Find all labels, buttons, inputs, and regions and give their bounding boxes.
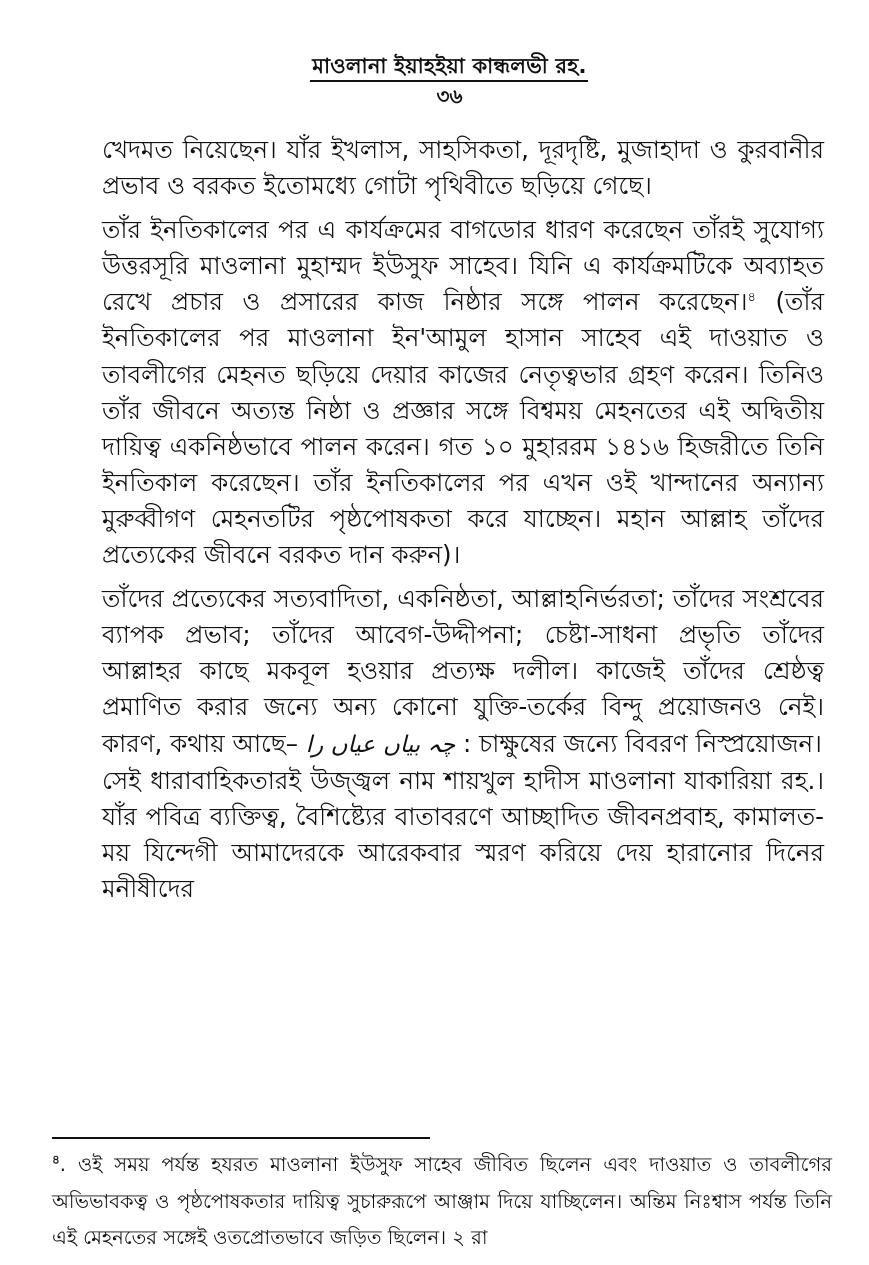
arabic-proverb-part-1: عیاں را	[305, 731, 376, 758]
footnote-text: . ওই সময় পর্যন্ত হযরত মাওলানা ইউসুফ সাহেব জীবিত ছিলেন এবং দাওয়াত ও তাবলীগের অভিভাবকত্ব ও পৃষ্ঠপোষকতার দায়িত্ব সুচারুরূপে আঞ্জাম দিয়ে যাচ্ছিলেন। অন্তিম নিঃশ্বাস পর্যন্ত তিনি এই মেহনতের সঙ্গেই ওতপ্রোতভাবে জড়িত ছিলেন। ২ রা	[52, 1153, 832, 1249]
main-text	[102, 132, 824, 915]
footnote-marker: ৪	[52, 1152, 60, 1167]
paragraph-1: খেদমত নিয়েছেন। যাঁর ইখলাস, সাহসিকতা, দূরদৃষ্টি, মুজাহাদা ও কুরবানীর প্রভাব ও বরকত ইতোমধ্যে গোটা পৃথিবীতে ছড়িয়ে গেছে।	[102, 135, 824, 201]
footnote	[52, 1147, 832, 1257]
arabic-proverb-part-2: چہ بیاں	[382, 731, 456, 758]
paragraph-2-text-a: তাঁর ইনতিকালের পর এ কার্যক্রমের বাগডোর ধারণ করেছেন তাঁরই সুযোগ্য উত্তরসূরি মাওলানা মুহাম্মদ ইউসুফ সাহেব। যিনি এ কার্যক্রমটিকে অব্যাহত রেখে প্রচার ও প্রসারের কাজ নিষ্ঠার সঙ্গে পালন করেছেন।	[102, 215, 824, 317]
paragraph-3	[102, 581, 824, 762]
paragraph-2-text-b: (তাঁর ইনতিকালের পর মাওলানা ইন'আমুল হাসান সাহেব এই দাওয়াত ও তাবলীগের মেহনত ছড়িয়ে দেয়ার কাজের নেতৃত্বভার গ্রহণ করেন। তিনিও তাঁর জীবনে অত্যন্ত নিষ্ঠা ও প্রজ্ঞার সঙ্গে বিশ্বময় মেহনতের এই অদ্বিতীয় দায়িত্ব একনিষ্ঠভাবে পালন করেন। গত ১০ মুহাররম ১৪১৬ হিজরীতে তিনি ইনতিকাল করেছেন। তাঁর ইনতিকালের পর এখন ওই খান্দানের অন্যান্য মুরুব্বীগণ মেহনতটির পৃষ্ঠপোষকতা করে যাচ্ছেন। মহান আল্লাহ তাঁদের প্রত্যেকের জীবনে বরকত দান করুন)।	[102, 287, 824, 570]
footnote-reference[interactable]: ৪	[747, 290, 756, 306]
running-title: মাওলানা ইয়াহইয়া কান্ধলভী রহ.	[312, 54, 587, 78]
footnote-rule	[52, 1137, 430, 1139]
page-number: ৩৬	[436, 84, 463, 108]
paragraph-2	[102, 212, 824, 573]
paragraph-3-text-a: তাঁদের প্রত্যেকের সত্যবাদিতা, একনিষ্ঠতা, আল্লাহনির্ভরতা; তাঁদের সংশ্রবের ব্যাপক প্রভাব; তাঁদের আবেগ-উদ্দীপনা; চেষ্টা-সাধনা প্রভৃতি তাঁদের আল্লাহর কাছে মকবূল হওয়ার প্রত্যক্ষ দলীল। কাজেই তাঁদের শ্রেষ্ঠত্ব প্রমাণিত করার জন্যে অন্য কোনো যুক্তি-তর্কের বিন্দু প্রয়োজনও নেই। কারণ, কথায় আছে–	[102, 584, 824, 758]
paragraph-3-text-b: : চাক্ষুষের জন্যে বিবরণ নিস্প্রয়োজন।	[455, 728, 822, 758]
paragraph-4: সেই ধারাবাহিকতারই উজ্জ্বল নাম শায়খুল হাদীস মাওলানা যাকারিয়া রহ.। যাঁর পবিত্র ব্যক্তিত্ব, বৈশিষ্ট্যের বাতাবরণে আচ্ছাদিত জীবনপ্রবাহ, কামালত-ময় যিন্দেগী আমাদেরকে আরেকবার স্মরণ করিয়ে দেয় হারানোর দিনের মনীষীদের	[102, 765, 824, 903]
